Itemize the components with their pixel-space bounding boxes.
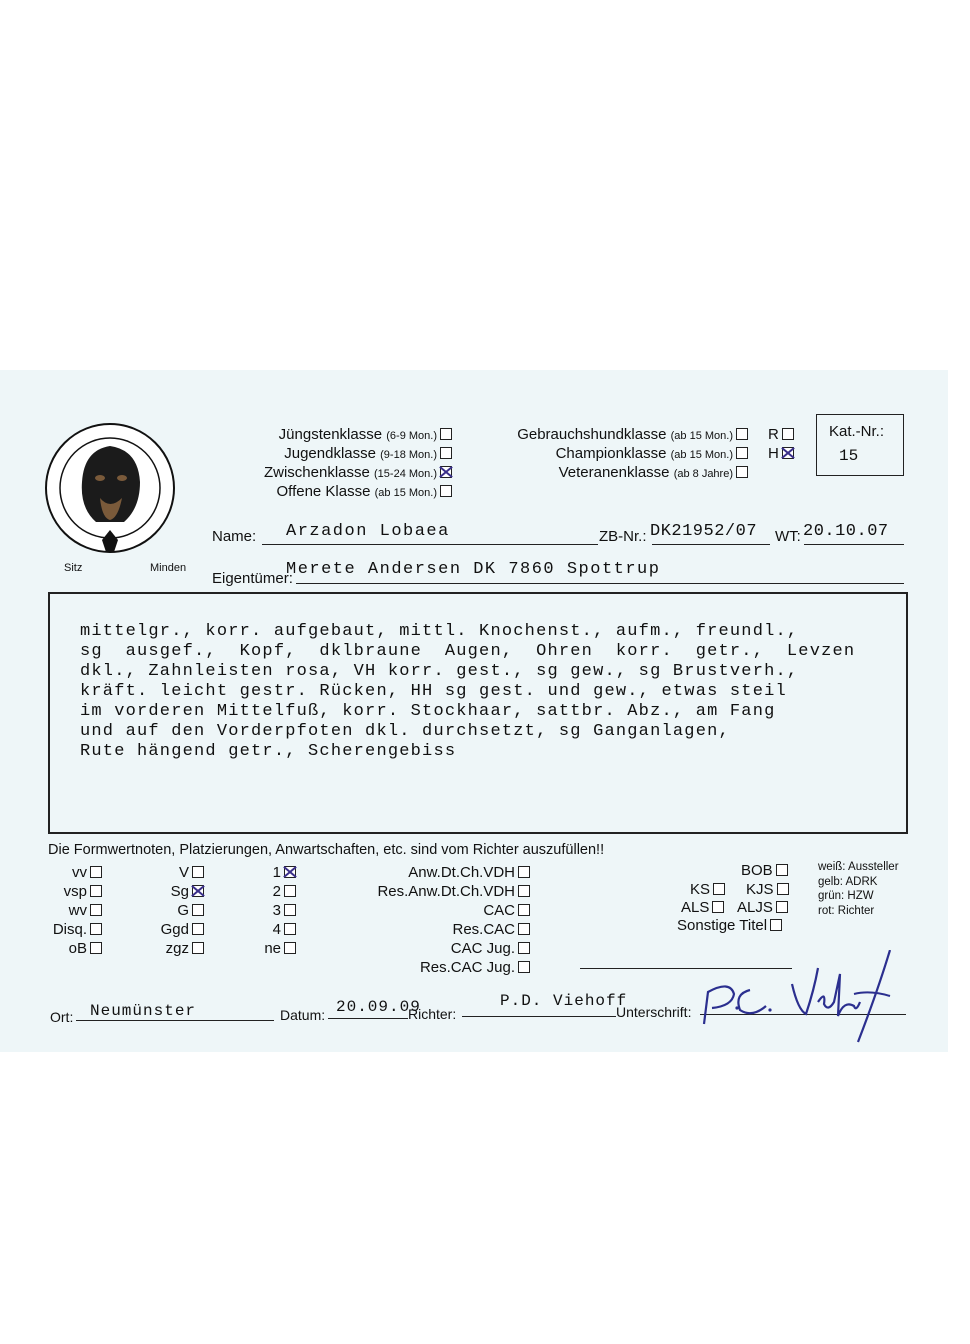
award-item: Res.CAC Jug. xyxy=(340,958,530,977)
checkbox-checked[interactable] xyxy=(440,466,452,478)
checkbox[interactable] xyxy=(518,885,530,897)
award-item: CAC Jug. xyxy=(340,939,530,958)
richter-label: Richter: xyxy=(408,1006,457,1022)
legend-item: rot: Richter xyxy=(818,904,875,917)
grades-col-4 xyxy=(340,863,530,977)
checkbox[interactable] xyxy=(90,923,102,935)
checkbox[interactable] xyxy=(518,866,530,878)
grade-item: vsp xyxy=(40,882,102,901)
title-kjs: KJS xyxy=(746,880,789,899)
class-champion: Championklasse (ab 15 Mon.) xyxy=(470,445,748,462)
grade-item: 1 xyxy=(244,863,296,882)
checkbox[interactable] xyxy=(712,901,724,913)
datum-value: 20.09.09 xyxy=(336,998,421,1016)
checkbox[interactable] xyxy=(713,883,725,895)
legend-item: grün: HZW xyxy=(818,890,874,902)
checkbox[interactable] xyxy=(90,866,102,878)
checkbox[interactable] xyxy=(770,919,782,931)
checkbox-checked[interactable] xyxy=(284,866,296,878)
adrk-logo xyxy=(44,412,178,572)
checkbox-checked[interactable] xyxy=(192,885,204,897)
richter-value: P.D. Viehoff xyxy=(500,992,628,1010)
show-report-card xyxy=(0,370,948,1052)
class-jugend: Jugendklasse (9-18 Mon.) xyxy=(200,445,452,462)
judge-signature xyxy=(694,950,894,1050)
ort-value: Neumünster xyxy=(90,1002,197,1020)
grades-col-1 xyxy=(40,863,102,958)
checkbox[interactable] xyxy=(284,904,296,916)
sex-rude: R xyxy=(768,426,794,443)
title-als: ALS xyxy=(681,898,724,917)
grade-item: vv xyxy=(40,863,102,882)
kat-nr-label: Kat.-Nr.: xyxy=(829,423,885,440)
zb-label: ZB-Nr.: xyxy=(599,528,647,545)
grade-item: 2 xyxy=(244,882,296,901)
grade-item: V xyxy=(140,863,204,882)
title-sonstige: Sonstige Titel xyxy=(677,916,782,935)
checkbox[interactable] xyxy=(736,447,748,459)
checkbox[interactable] xyxy=(440,428,452,440)
grade-item: 4 xyxy=(244,920,296,939)
assessment-box xyxy=(48,592,908,834)
grade-item: ne xyxy=(244,939,296,958)
grades-col-2 xyxy=(140,863,204,958)
checkbox[interactable] xyxy=(192,904,204,916)
award-item: Anw.Dt.Ch.VDH xyxy=(340,863,530,882)
datum-label: Datum: xyxy=(280,1007,326,1023)
checkbox[interactable] xyxy=(736,428,748,440)
kat-nr-value: 15 xyxy=(839,447,859,465)
class-veteranen: Veteranenklasse (ab 8 Jahre) xyxy=(470,464,748,481)
assessment-text: mittelgr., korr. aufgebaut, mittl. Knochenst., aufm., freundl., sg ausgef., Kopf, dklbraune Augen, Ohren korr. getr., Levzen dkl., Zahnleisten rosa, VH korr. gest., sg gew., sg Brustverh., kräft. leicht gestr. Rücken, HH sg gest. und gew., etwas steil im vorderen Mittelfuß, korr. Stockhaar, sattbr. Abz., am Fang und auf den Vorderpfoten dkl. durchsetzt, sg Ganganlagen, Rute hängend getr., Scherengebiss xyxy=(80,622,856,761)
grade-item: G xyxy=(140,901,204,920)
title-aljs: ALJS xyxy=(737,898,788,917)
checkbox[interactable] xyxy=(518,923,530,935)
award-item: CAC xyxy=(340,901,530,920)
checkbox[interactable] xyxy=(192,923,204,935)
owner-value: Merete Andersen DK 7860 Spottrup xyxy=(286,560,661,579)
checkbox[interactable] xyxy=(284,942,296,954)
ort-label: Ort: xyxy=(50,1009,74,1025)
title-bob: BOB xyxy=(741,861,788,880)
color-legend xyxy=(818,860,899,918)
award-item: Res.Anw.Dt.Ch.VDH xyxy=(340,882,530,901)
class-offene: Offene Klasse (ab 15 Mon.) xyxy=(200,483,452,500)
grade-item: 3 xyxy=(244,901,296,920)
checkbox[interactable] xyxy=(284,885,296,897)
checkbox-checked[interactable] xyxy=(782,447,794,459)
checkbox[interactable] xyxy=(192,866,204,878)
title-ks: KS xyxy=(690,880,725,899)
grade-item: Ggd xyxy=(140,920,204,939)
sitz-label: Sitz xyxy=(64,562,83,574)
checkbox[interactable] xyxy=(782,428,794,440)
checkbox[interactable] xyxy=(440,447,452,459)
checkbox[interactable] xyxy=(90,885,102,897)
name-label: Name: xyxy=(212,528,257,545)
legend-item: gelb: ADRK xyxy=(818,875,878,888)
checkbox[interactable] xyxy=(777,883,789,895)
wt-value: 20.10.07 xyxy=(803,522,889,541)
class-zwischen: Zwischenklasse (15-24 Mon.) xyxy=(200,464,452,481)
checkbox[interactable] xyxy=(518,942,530,954)
award-item: Res.CAC xyxy=(340,920,530,939)
class-juengsten: Jüngstenklasse (6-9 Mon.) xyxy=(200,426,452,443)
kat-nr-box xyxy=(816,414,904,476)
checkbox[interactable] xyxy=(518,904,530,916)
grade-item: Sg xyxy=(140,882,204,901)
grade-item: zgz xyxy=(140,939,204,958)
checkbox[interactable] xyxy=(440,485,452,497)
checkbox[interactable] xyxy=(776,864,788,876)
checkbox[interactable] xyxy=(90,942,102,954)
class-gebrauchshund: Gebrauchshundklasse (ab 15 Mon.) xyxy=(470,426,748,443)
checkbox[interactable] xyxy=(736,466,748,478)
legend-item: weiß: Aussteller xyxy=(818,861,899,873)
checkbox[interactable] xyxy=(776,901,788,913)
owner-label: Eigentümer: xyxy=(212,570,293,587)
zb-value: DK21952/07 xyxy=(650,522,758,541)
checkbox[interactable] xyxy=(284,923,296,935)
grades-col-3 xyxy=(244,863,296,958)
grade-item: wv xyxy=(40,901,102,920)
checkbox[interactable] xyxy=(192,942,204,954)
sex-hündin: H xyxy=(768,445,794,462)
unterschrift-label: Unterschrift: xyxy=(616,1004,692,1020)
instruction-text: Die Formwertnoten, Platzierungen, Anwartschaften, etc. sind vom Richter auszufüllen!! xyxy=(48,842,605,858)
name-value: Arzadon Lobaea xyxy=(286,522,450,541)
checkbox[interactable] xyxy=(90,904,102,916)
minden-label: Minden xyxy=(150,562,187,574)
grade-item: oB xyxy=(40,939,102,958)
grade-item: Disq. xyxy=(40,920,102,939)
wt-label: WT: xyxy=(775,528,801,545)
checkbox[interactable] xyxy=(518,961,530,973)
